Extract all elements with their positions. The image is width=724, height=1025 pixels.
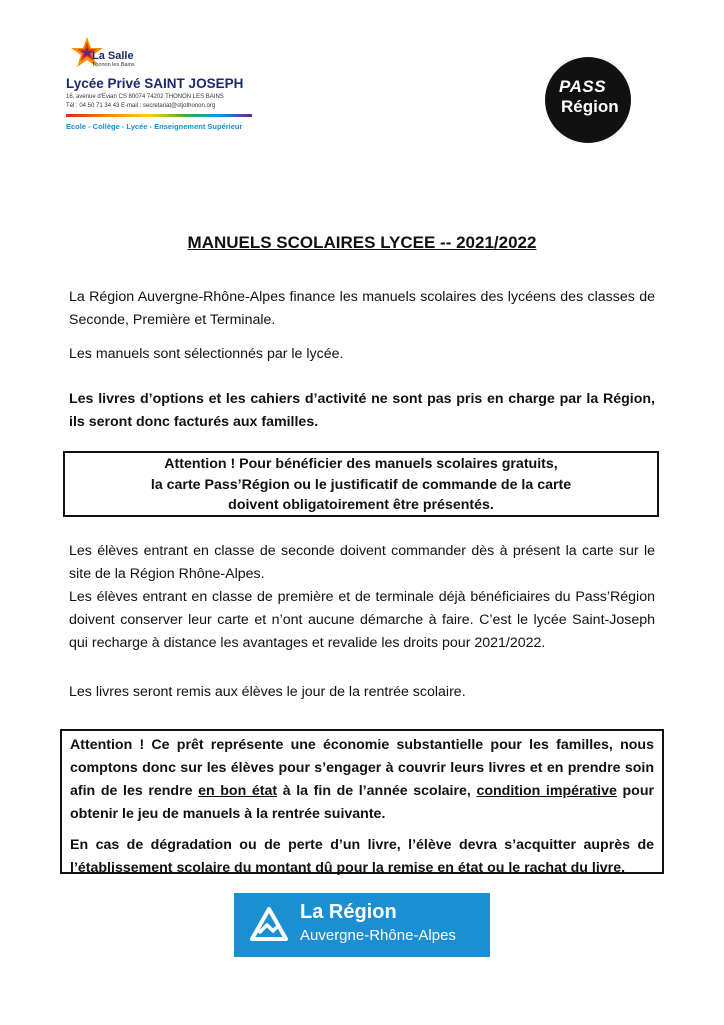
premiere-terminale-paragraph: Les élèves entrant en classe de première et de terminale déjà bénéficiaires du Pass’Région doivent conserver leur carte et n’ont aucune démarche à faire. C’est le lycée Saint-Joseph qui recharge à distance les avantages et revalide les droits pour 2021/2022. [69, 589, 655, 651]
region-logo-title: La Région [300, 901, 397, 923]
school-levels: Ecole - Collège - Lycée - Enseignement Supérieur [66, 122, 243, 131]
selection-paragraph: Les manuels sont sélectionnés par le lycée. [69, 346, 344, 362]
region-logo [234, 893, 490, 957]
attention-line-2: la carte Pass’Région ou le justificatif de commande de la carte [150, 476, 572, 493]
page-title: MANUELS SCOLAIRES LYCEE -- 2021/2022 [187, 233, 537, 252]
underlined-good-state: en bon état [198, 783, 278, 799]
distribution-paragraph: Les livres seront remis aux élèves le jour de la rentrée scolaire. [69, 684, 466, 700]
school-logo [62, 36, 262, 140]
underlined-condition: condition impérative [476, 783, 617, 799]
school-name: Lycée Privé SAINT JOSEPH [66, 76, 244, 91]
pass-logo-line2: Région [561, 97, 619, 116]
attention-line-1: Attention ! Pour bénéficier des manuels scolaires gratuits, [164, 456, 558, 472]
school-address: 16, avenue d'Evian CS 80074 74202 THONON LES BAINS [66, 94, 224, 100]
region-logo-subtitle: Auvergne-Rhône-Alpes [300, 927, 456, 944]
school-contact: Tél : 04 50 71 34 43 E-mail : secretariat@stjothonon.org [66, 103, 216, 109]
brand-name: La Salle [92, 50, 134, 62]
care-paragraph: Attention ! Ce prêt représente une économie substantielle pour les familles, nous comptons donc sur les élèves pour s’engager à couvrir leurs livres et en prendre soin afin de les rendre en bon état à la fin de l’année scolaire, condition impérative pour obtenir le jeu de manuels à la rentrée suivante. [70, 737, 655, 822]
attention-box-pass [63, 451, 659, 517]
pass-region-logo [545, 57, 631, 143]
mountain-icon [248, 905, 290, 945]
intro-paragraph: La Région Auvergne-Rhône-Alpes finance les manuels scolaires des lycéens des classes de Seconde, Première et Terminale. [69, 289, 655, 328]
attention-box-care [60, 729, 664, 874]
options-paragraph: Les livres d’options et les cahiers d’activité ne sont pas pris en charge par la Région, ils seront donc facturés aux familles. [69, 391, 655, 430]
attention-line-3: doivent obligatoirement être présentés. [228, 497, 494, 513]
seconde-paragraph: Les élèves entrant en classe de seconde doivent commander dès à présent la carte sur le site de la Région Rhône-Alpes. [69, 543, 655, 582]
rainbow-divider [66, 114, 252, 117]
brand-subtitle: Thonon les Bains [92, 62, 135, 68]
damage-paragraph: En cas de dégradation ou de perte d’un livre, l’élève devra s’acquitter auprès de l’établissement scolaire du montant dû pour la remise en état ou le rachat du livre. [70, 837, 654, 876]
pass-logo-line1: PASS [559, 77, 607, 96]
